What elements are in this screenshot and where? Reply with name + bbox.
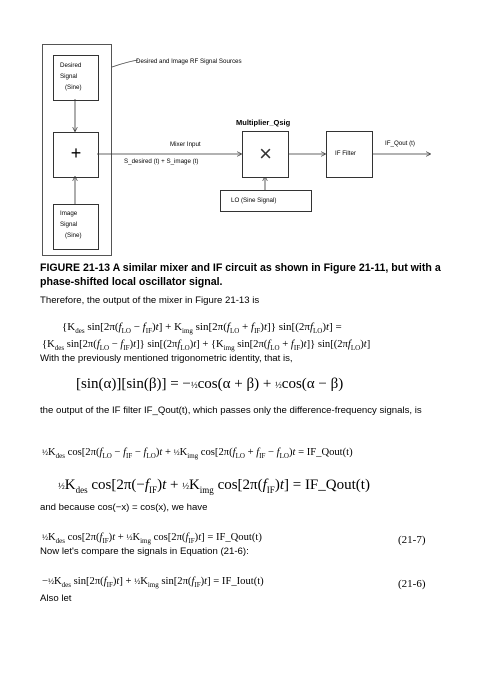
multiplier-label: Multiplier_Qsig (236, 118, 291, 127)
paragraph-trig-identity: With the previously mentioned trigonometric identity, that is, (40, 353, 293, 364)
equation-number-21-6: (21-6) (398, 578, 426, 590)
rf-sources-label: Desired and Image RF Signal Sources (136, 58, 242, 65)
lo-label: LO (Sine Signal) (231, 197, 277, 204)
paragraph-also-let: Also let (40, 593, 72, 604)
multiplier-symbol: × (259, 141, 272, 166)
image-line-3: (Sine) (65, 232, 82, 239)
equation-number-21-7: (21-7) (398, 534, 426, 546)
adder-symbol: + (70, 143, 82, 163)
equation-21-7: $\frac{1}{2}K_{des}$ $\cos[2\pi(f_{IF})t$ + $\frac{1}{2}K_{img}$ $\cos[2\pi(f_{IF})t]$ = IF_Qout(t) (42, 532, 262, 546)
figure-caption: FIGURE 21-13 A similar mixer and IF circuit as shown in Figure 21-11, but with a phase-shifted local oscillator signal. (40, 262, 441, 288)
image-line-2: Signal (60, 221, 78, 228)
equation-if-negative: $\frac{1}{2}K_{des}$ $\cos[2\pi(-f_{IF})t$ + $\frac{1}{2}K_{img}$ $\cos[2\pi(f_{IF})t]$ = IF_Qout(t) (58, 477, 370, 495)
diagram-wires (0, 0, 480, 260)
desired-line-1: Desired (60, 62, 82, 69)
if-filter-box (326, 131, 373, 178)
paragraph-if-filter: the output of the IF filter IF_Qout(t), which passes only the difference-frequency signals, is (40, 405, 422, 416)
mixer-input-label: Mixer Input (170, 141, 201, 148)
desired-line-3: (Sine) (65, 84, 82, 91)
equation-trig-identity: [sin(α)][sin(β)] = −½cos(α + β) + ½cos(α − β) (76, 376, 344, 392)
image-line-1: Image (60, 210, 78, 217)
equation-if-difference: $\frac{1}{2}K_{des}$ $\cos[2\pi(f_{LO} - f_{IF} - f_{LO})t$ + $\frac{1}{2}K_{img}$ $\cos[2\pi(f_{LO} + f_{IF} - f_{LO})t$ = IF_Qout(t) (42, 447, 353, 461)
equation-mixer-output-line-2: {$K_{des}$ $\sin[2\pi(f_{LO} - f_{IF})t]$} $\sin[(2\pi f_{LO})t] + \{K_{img}$ $\sin[2\pi(f_{LO} + f_{IF})t]$} $\sin[(2\pi f_{LO})t]$ (42, 339, 371, 353)
desired-line-2: Signal (60, 73, 78, 80)
equation-mixer-output-line-1: {$K_{des}$ $\sin[2\pi(f_{LO} - f_{IF})t] + K_{img}$ $\sin[2\pi(f_{LO} + f_{IF})t]$} $\sin[(2\pi f_{LO})t]$ = (62, 321, 342, 336)
lo-box (220, 190, 312, 212)
multiplier-box (242, 131, 289, 178)
sum-signal-label: S_desired (t) + S_image (t) (124, 158, 199, 165)
paragraph-compare: Now let's compare the signals in Equation (21-6): (40, 546, 249, 557)
if-output-label: IF_Qout (t) (385, 140, 415, 147)
if-filter-label: IF Filter (335, 150, 356, 157)
paragraph-mixer-output: Therefore, the output of the mixer in Figure 21-13 is (40, 295, 260, 306)
equation-21-6: $-\frac{1}{2}K_{des}$ $\sin[2\pi(f_{IF})t]$ + $\frac{1}{2}K_{img}$ $\sin[2\pi(f_{IF})t]$ = IF_Iout(t) (42, 576, 264, 590)
paragraph-cos-even: and because cos(−x) = cos(x), we have (40, 502, 208, 513)
